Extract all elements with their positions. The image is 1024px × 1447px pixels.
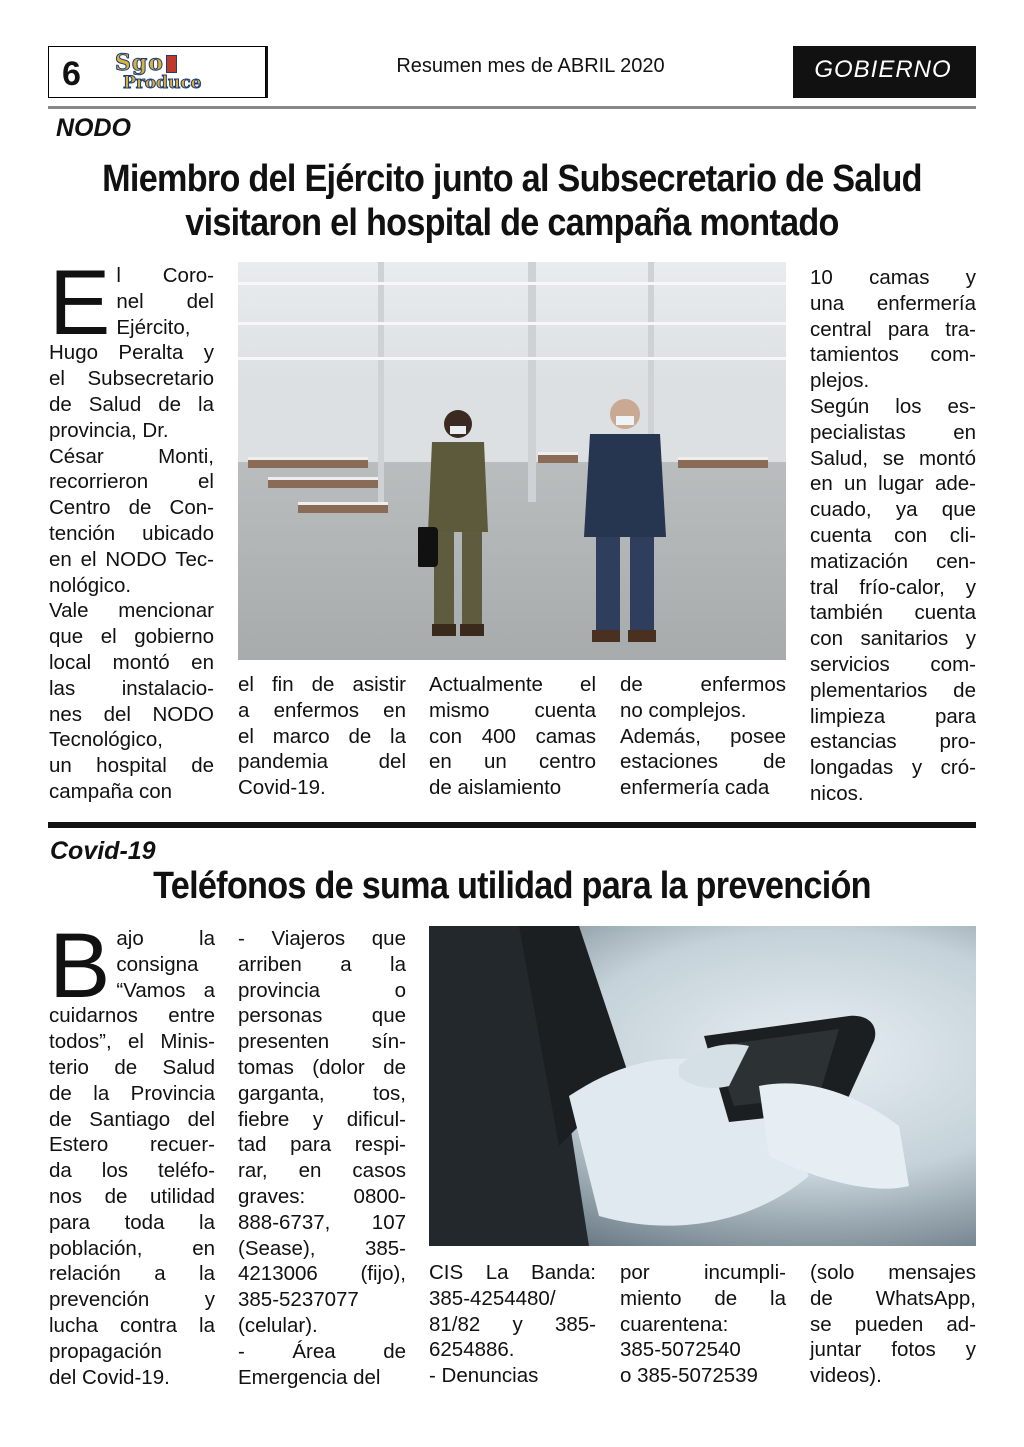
text-line: el fin de asistir [238, 673, 406, 696]
text-line: 81/82 y 385- [429, 1312, 596, 1336]
page-number: 6 [62, 55, 81, 93]
text-line: prevención y [49, 1288, 215, 1312]
text-line: enfermería cada [620, 776, 770, 800]
text-line: tomas (dolor de [238, 1055, 406, 1079]
text-line: relación a la [49, 1262, 215, 1286]
text-line: videos). [810, 1364, 882, 1388]
text-line: fiebre y dificul- [238, 1107, 406, 1131]
text-line: Actualmente el [429, 673, 596, 696]
official-figure [578, 392, 673, 647]
text-line: 6254886. [429, 1338, 515, 1362]
article1-column3 [429, 672, 596, 801]
text-line: estaciones de [620, 750, 786, 774]
text-line: con 400 camas [429, 724, 596, 748]
text-line: César Monti, [49, 444, 214, 468]
text-line: local montó en [49, 650, 214, 674]
text-line: 10 camas y [810, 266, 976, 289]
text-line: cuarentena: [620, 1312, 729, 1336]
text-line: pandemia del [238, 750, 406, 774]
text-line: un hospital de [49, 754, 214, 778]
text-line: una enfermería [810, 291, 976, 315]
text-line: Según los es- [810, 394, 976, 418]
text-line: nológico. [49, 573, 132, 597]
text-line: tad para respi- [238, 1133, 406, 1157]
text-line: matización cen- [810, 549, 976, 573]
header-rule [48, 106, 976, 109]
text-line: limpieza para [810, 704, 976, 728]
text-line: da los teléfo- [49, 1159, 215, 1183]
text-line: propagación [49, 1339, 162, 1363]
text-line: garganta, tos, [238, 1081, 406, 1105]
text-line: Ejército, [116, 315, 191, 339]
section-label: GOBIERNO [814, 56, 952, 83]
text-line: cuidarnos entre [49, 1004, 215, 1028]
article1-column4 [620, 672, 786, 801]
text-line: Hugo Peralta y [49, 341, 214, 365]
article2-column2 [238, 926, 406, 1390]
text-line: presenten sín- [238, 1030, 406, 1054]
text-line: cuado, ya que [810, 498, 976, 522]
text-line: 888-6737, 107 [238, 1210, 406, 1234]
text-line: Tecnológico, [49, 728, 163, 752]
text-line: - Viajeros que [238, 927, 406, 950]
issue-summary: Resumen mes de ABRIL 2020 [396, 55, 665, 77]
flag-icon [166, 55, 177, 73]
text-line: ajo la [116, 927, 215, 950]
text-line: el Subsecretario [49, 367, 214, 391]
text-line: cuenta con cli- [810, 523, 976, 547]
text-line: que el gobierno [49, 625, 214, 649]
text-line: Vale mencionar [49, 599, 214, 623]
text-line: tral frío-calor, y [810, 575, 976, 599]
article1-dropcap: E [49, 252, 111, 354]
text-line: no complejos. [620, 698, 747, 722]
text-line: se pueden ad- [810, 1312, 976, 1336]
article1-column1-text [49, 252, 214, 805]
text-line: Además, posee [620, 724, 786, 748]
text-line: nicos. [810, 781, 864, 805]
text-line: en un centro [429, 750, 596, 774]
hospital-photo [238, 262, 786, 660]
text-line: servicios com- [810, 652, 976, 676]
article2-kicker: Covid-19 [50, 837, 156, 865]
logo-line2: Produce [123, 73, 202, 93]
text-line: (solo mensajes [810, 1261, 976, 1284]
article1-column1 [49, 252, 214, 805]
text-line: por incumpli- [620, 1261, 786, 1284]
text-line: plejos. [810, 369, 870, 393]
text-line: graves: 0800- [238, 1184, 406, 1208]
article1-title [87, 157, 937, 245]
text-line: Emergencia del [238, 1365, 381, 1389]
text-line: también cuenta [810, 601, 976, 625]
text-line: 385-4254480/ [429, 1286, 556, 1310]
text-line: o 385-5072539 [620, 1364, 758, 1388]
text-line: para toda la [49, 1210, 215, 1234]
text-line: - Denuncias [429, 1364, 539, 1388]
text-line: en el NODO Tec- [49, 547, 214, 571]
text-line: (celular). [238, 1313, 318, 1337]
text-line: l Coro- [116, 264, 214, 287]
text-line: “Vamos a [116, 978, 215, 1002]
text-line: Covid-19. [238, 776, 326, 800]
text-line: tención ubicado [49, 521, 214, 545]
text-line: población, en [49, 1236, 215, 1260]
text-line: de WhatsApp, [810, 1286, 976, 1310]
text-line: consigna [116, 952, 199, 976]
text-line: longadas y cró- [810, 756, 976, 780]
text-line: juntar fotos y [810, 1338, 976, 1362]
article2-column4 [620, 1260, 786, 1389]
text-line: mismo cuenta [429, 698, 596, 722]
text-line: nos de utilidad [49, 1184, 215, 1208]
text-line: Estero recuer- [49, 1133, 215, 1157]
text-line: terio de Salud [49, 1055, 215, 1079]
text-line: 385-5237077 [238, 1288, 359, 1312]
text-line: estancias pro- [810, 730, 976, 754]
text-line: Salud, se montó [810, 446, 976, 470]
text-line: Centro de Con- [49, 496, 214, 520]
article2-column1 [49, 915, 215, 1390]
text-line: central para tra- [810, 317, 976, 341]
text-line: de Santiago del [49, 1107, 215, 1131]
text-line: de la Provincia [49, 1081, 215, 1105]
text-line: provincia o [238, 978, 406, 1002]
text-line: todos”, el Minis- [49, 1030, 215, 1054]
text-line: el marco de la [238, 724, 406, 748]
article1-column5 [810, 265, 976, 807]
article2-dropcap: B [49, 915, 111, 1017]
text-line: arriben a la [238, 952, 406, 976]
text-line: (Sease), 385- [238, 1236, 406, 1260]
text-line: campaña con [49, 779, 173, 803]
publication-logo [115, 52, 257, 92]
article1-column2 [238, 672, 406, 801]
article1-title-line1: Miembro del Ejército junto al Subsecretario de Salud [102, 158, 922, 200]
phone-gloves-photo [429, 926, 976, 1246]
text-line: de Salud de la [49, 392, 214, 416]
soldier-figure [418, 402, 498, 642]
article1-title-line2: visitaron el hospital de campaña montado [185, 202, 839, 244]
text-line: miento de la [620, 1286, 786, 1310]
text-line: tamientos com- [810, 343, 976, 367]
article1-kicker: NODO [56, 114, 131, 142]
text-line: del Covid-19. [49, 1365, 170, 1389]
article2-column3 [429, 1260, 596, 1389]
text-line: recorrieron el [49, 470, 214, 494]
text-line: nes del NODO [49, 702, 214, 726]
text-line: 4213006 (fijo), [238, 1262, 406, 1286]
text-line: a enfermos en [238, 698, 406, 722]
gloved-hands-phone-illustration [429, 926, 976, 1246]
text-line: nel del [116, 289, 214, 313]
logo-line1: Sgo [115, 50, 164, 76]
text-line: de enfermos [620, 673, 786, 696]
article2-column5 [810, 1260, 976, 1389]
text-line: con sanitarios y [810, 627, 976, 651]
text-line: pecialistas en [810, 420, 976, 444]
text-line: CIS La Banda: [429, 1261, 596, 1284]
article-divider [48, 822, 976, 828]
text-line: lucha contra la [49, 1313, 215, 1337]
text-line: provincia, Dr. [49, 418, 169, 442]
text-line: - Área de [238, 1339, 406, 1363]
text-line: 385-5072540 [620, 1338, 741, 1362]
text-line: de aislamiento [429, 776, 562, 800]
text-line: las instalacio- [49, 676, 214, 700]
text-line: personas que [238, 1004, 406, 1028]
text-line: en un lugar ade- [810, 472, 976, 496]
text-line: rar, en casos [238, 1159, 406, 1183]
text-line: plementarios de [810, 678, 976, 702]
article2-title: Teléfonos de suma utilidad para la prevención [153, 865, 871, 907]
